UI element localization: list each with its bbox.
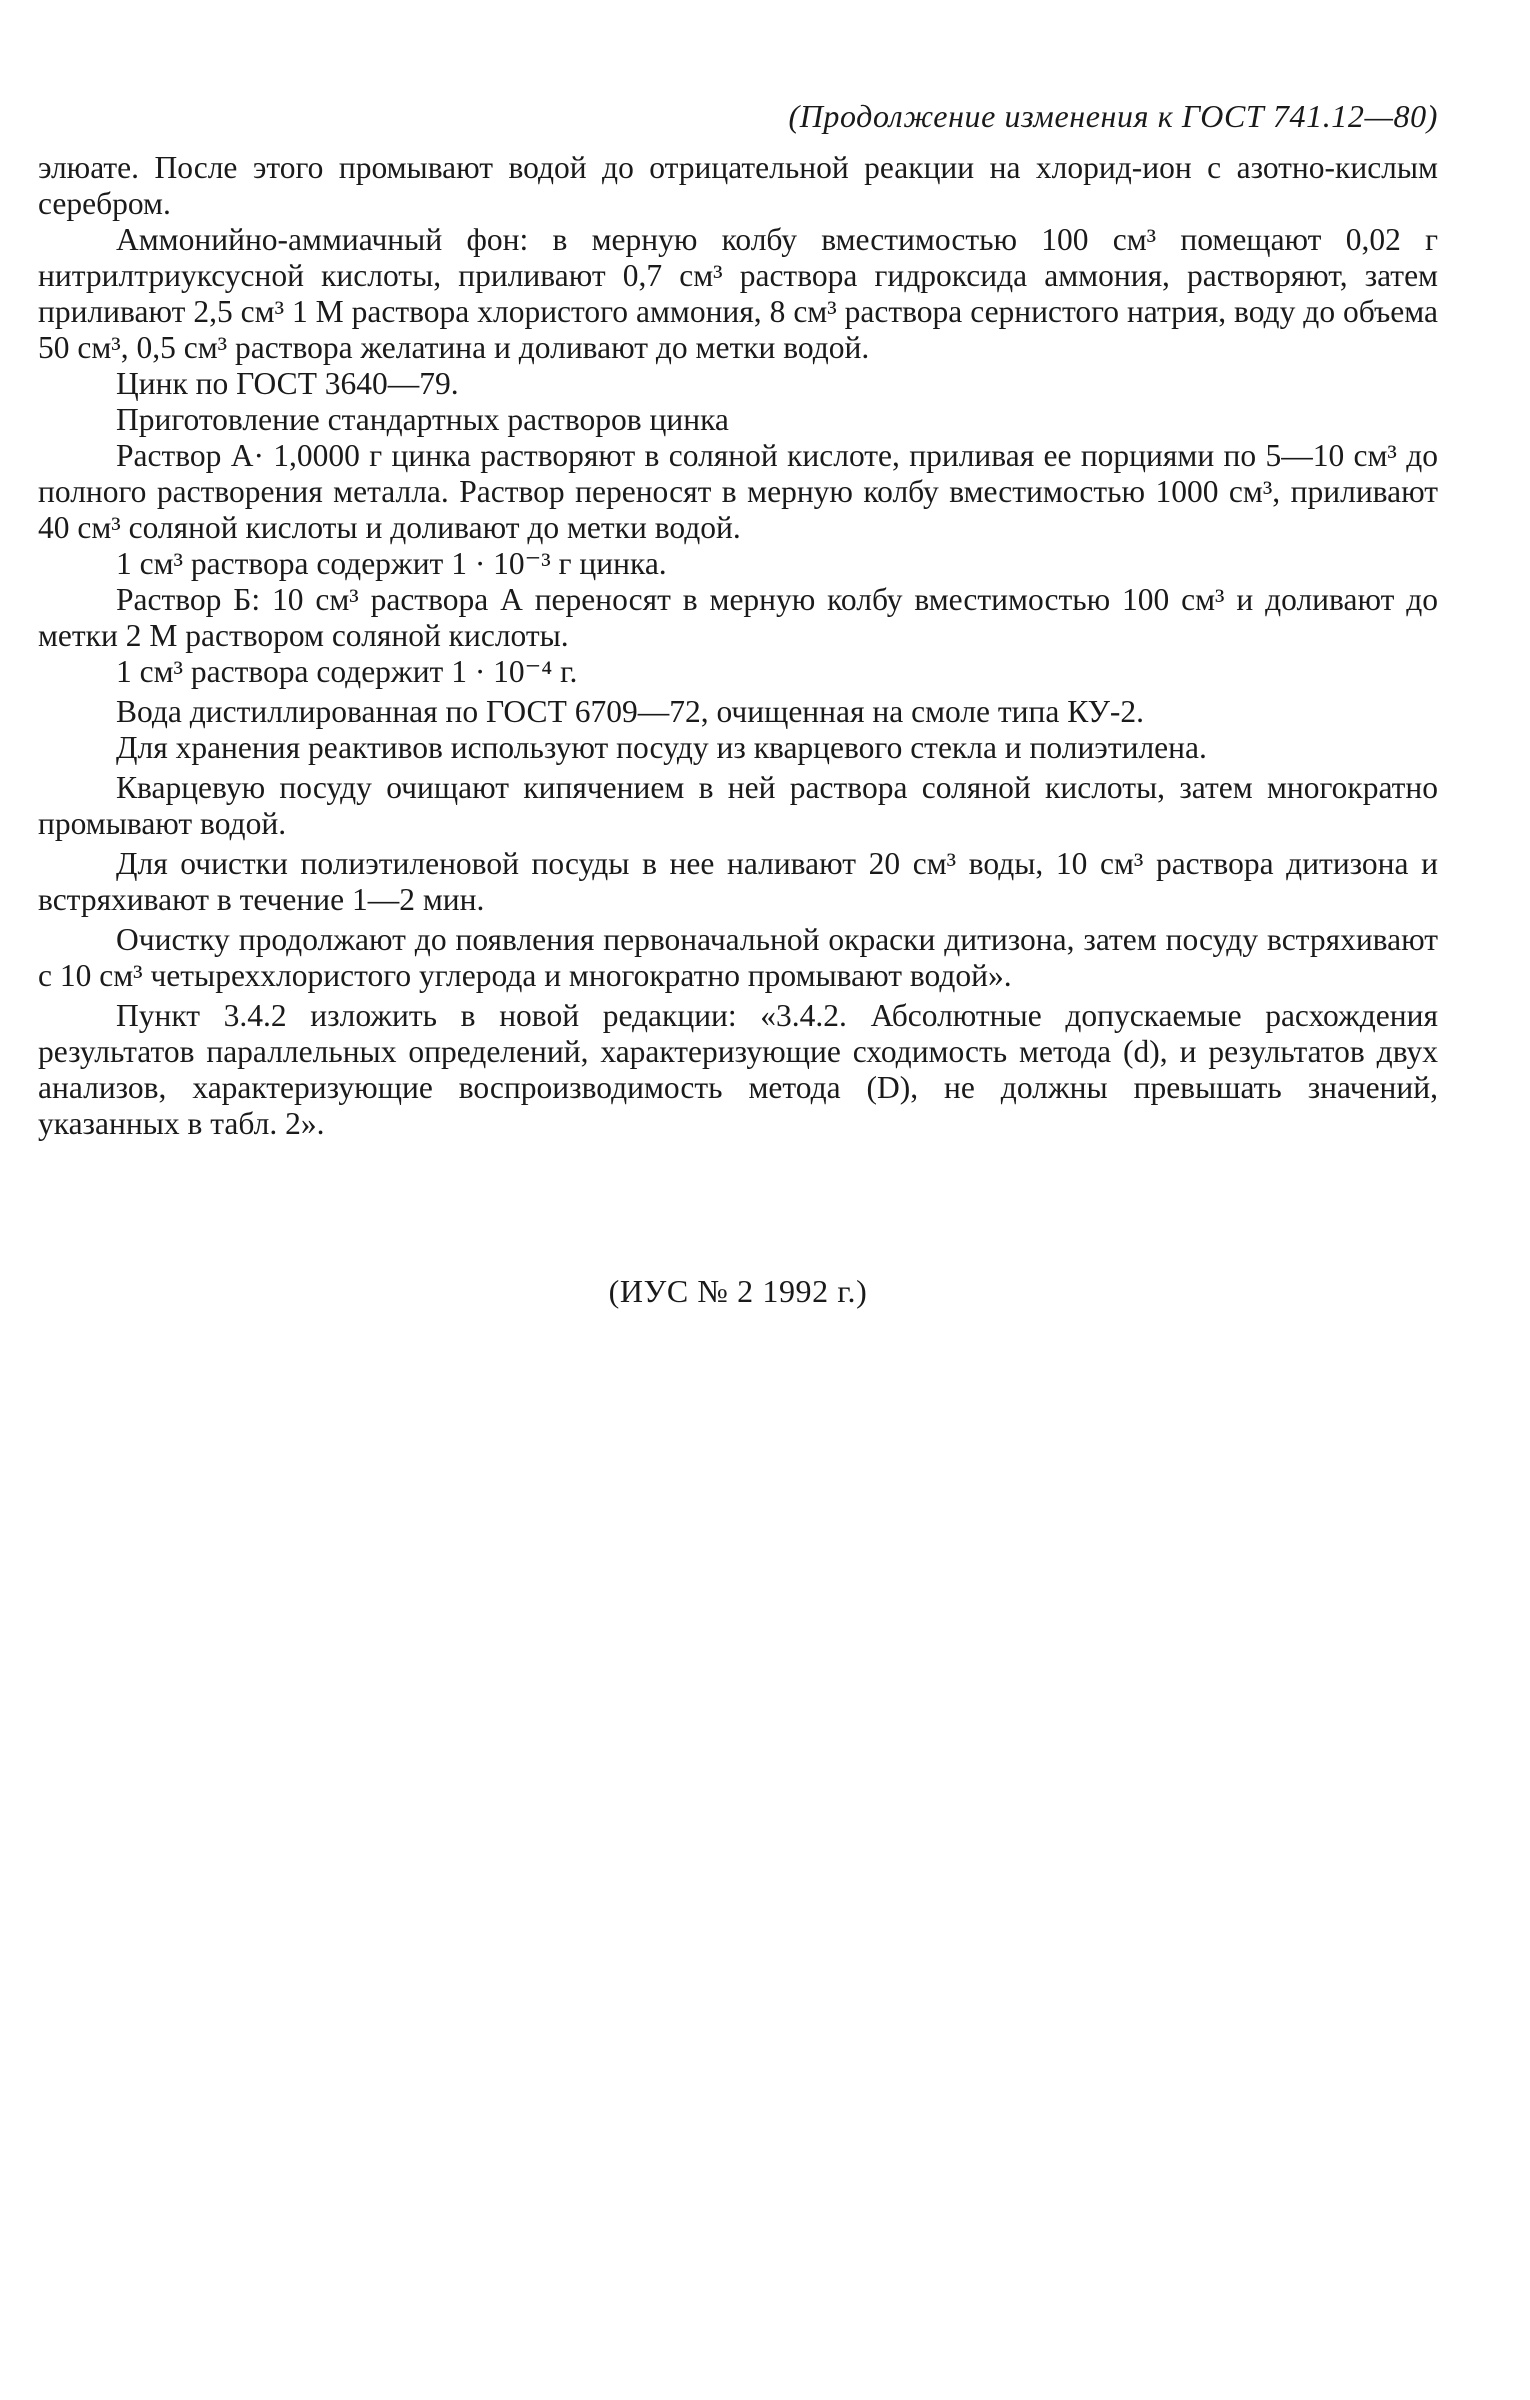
document-page	[38, 0, 1438, 2400]
paragraph-solution-a-content: 1 см³ раствора содержит 1 · 10⁻³ г цинка.	[116, 546, 667, 581]
paragraph-quartz-cleaning: Кварцевую посуду очищают кипячением в ней раствора соляной кислоты, затем многократно промывают водой.	[38, 770, 1438, 841]
paragraph-clause-342: Пункт 3.4.2 изложить в новой редакции: «3.4.2. Абсолютные допускаемые расхождения результатов параллельных определений, характеризующие сходимость метода (d), и результатов двух анализов, характеризующие воспроизводимость метода (D), не должны превышать значений, указанных в табл. 2».	[38, 998, 1438, 1141]
paragraph-solution-a: Раствор А· 1,0000 г цинка растворяют в соляной кислоте, приливая ее порциями по 5—10 см³ до полного растворения металла. Раствор переносят в мерную колбу вместимостью 1000 см³, приливают 40 см³ соляной кислоты и доливают до метки водой.	[38, 438, 1438, 545]
paragraph-distilled-water: Вода дистиллированная по ГОСТ 6709—72, очищенная на смоле типа КУ-2.	[116, 694, 1145, 729]
paragraph-eluate: элюате. После этого промывают водой до отрицательной реакции на хлорид-ион с азотно-кислым серебром.	[38, 150, 1438, 221]
paragraph-solution-b-content: 1 см³ раствора содержит 1 · 10⁻⁴ г.	[116, 654, 578, 689]
body-text	[38, 150, 1438, 1142]
paragraph-ammonium-background: Аммонийно-аммиачный фон: в мерную колбу вместимостью 100 см³ помещают 0,02 г нитрилтриуксусной кислоты, приливают 0,7 см³ раствора гидроксида аммония, растворяют, затем приливают 2,5 см³ 1 М раствора хлористого аммония, 8 см³ раствора сернистого натрия, воду до объема 50 см³, 0,5 см³ раствора желатина и доливают до метки водой.	[38, 222, 1438, 365]
paragraph-solution-b: Раствор Б: 10 см³ раствора А переносят в мерную колбу вместимостью 100 см³ и доливают до метки 2 М раствором соляной кислоты.	[38, 582, 1438, 653]
paragraph-polyethylene-cleaning: Для очистки полиэтиленовой посуды в нее наливают 20 см³ воды, 10 см³ раствора дитизона и встряхивают в течение 1—2 мин.	[38, 846, 1438, 917]
paragraph-standard-solutions-heading: Приготовление стандартных растворов цинка	[116, 402, 729, 437]
paragraph-zinc-gost: Цинк по ГОСТ 3640—79.	[116, 366, 459, 401]
page-footer: (ИУС № 2 1992 г.)	[608, 1273, 868, 1309]
paragraph-continue-cleaning: Очистку продолжают до появления первоначальной окраски дитизона, затем посуду встряхивают с 10 см³ четыреххлористого углерода и многократно промывают водой».	[38, 922, 1438, 993]
paragraph-storage: Для хранения реактивов используют посуду из кварцевого стекла и полиэтилена.	[116, 730, 1207, 765]
page-header: (Продолжение изменения к ГОСТ 741.12—80)	[788, 98, 1438, 134]
